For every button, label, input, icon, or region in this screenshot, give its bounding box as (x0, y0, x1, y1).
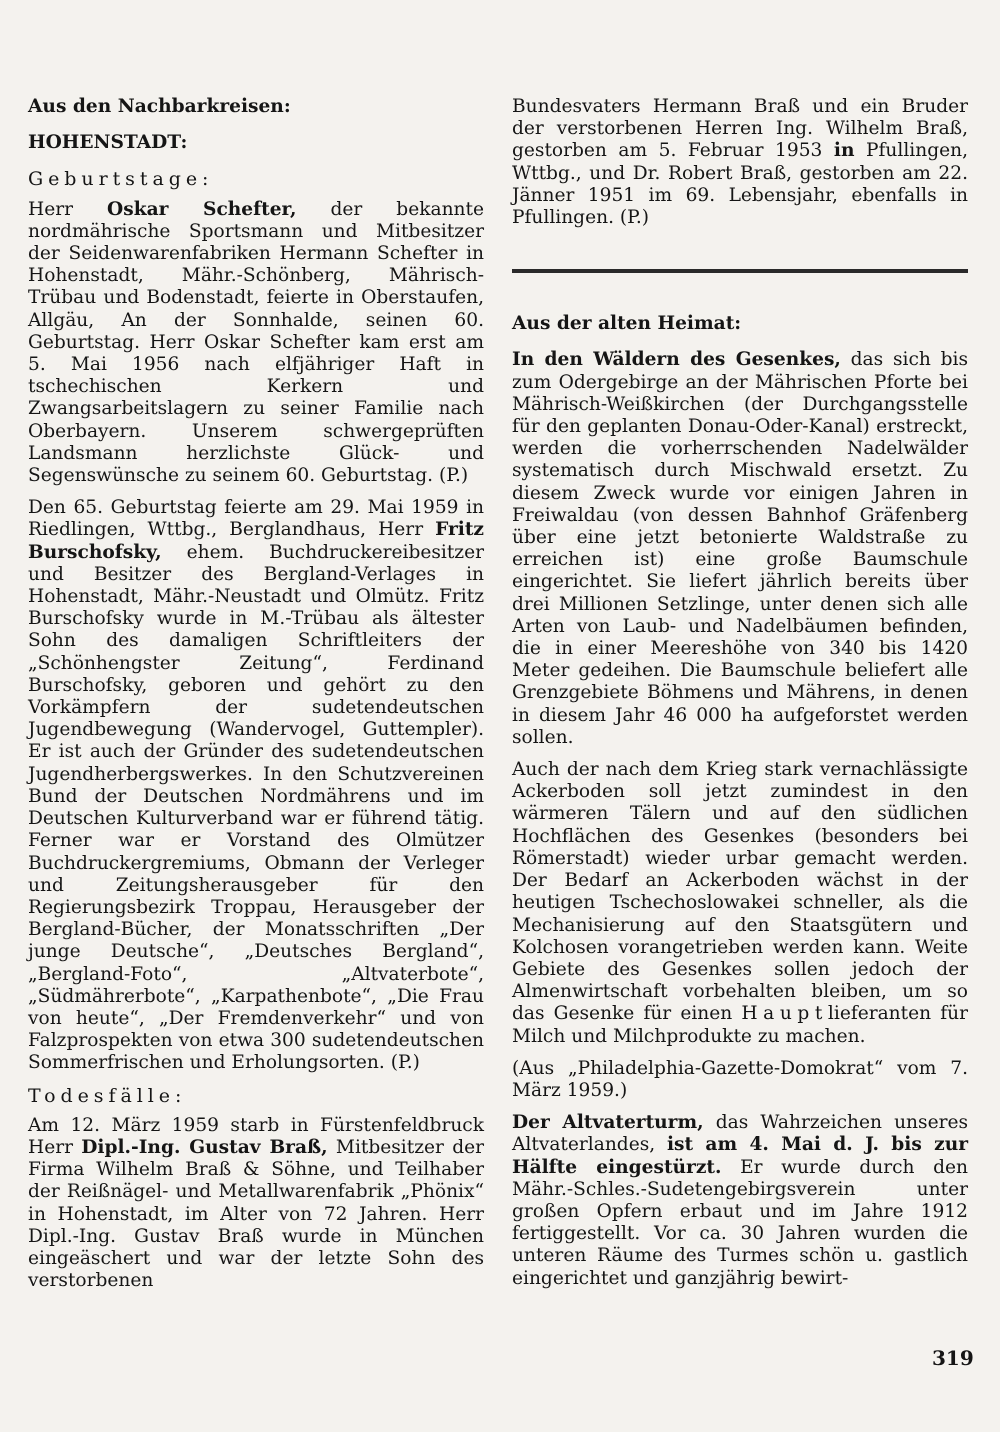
farmland-spaced-word: Haupt (741, 1003, 828, 1025)
section-heading: Aus der alten Heimat: (512, 313, 742, 335)
gesenke-forest-paragraph (512, 349, 968, 749)
town-heading: HOHENSTADT: (28, 132, 188, 154)
gesenke-text: das sich bis zum Odergebirge an der Mährischen Pforte bei Mährisch-Weißkirchen (der Durchgangsstelle für den geplanten Donau-Oder-Kanal) erstreckt, werden die vorherrschenden Nadelwälder systematisch durch Mischwald ersetzt. Zu diesem Zweck wurde vor einigen Jahren in Freiwaldau (von dessen Bahnhof Gräfenberg über eine jetzt betonierte Waldstraße zu erreichen ist) eine große Baumschule eingerichtet. Sie liefert jährlich bereits über drei Millionen Setzlinge, unter denen sich alle Arten von Laub- und Nadelbäumen befinden, die in einer Meereshöhe von 340 bis 1420 Meter gedeihen. Die Baumschule beliefert alle Grenzgebiete Böhmens und Mährens, in denen in diesem Jahr 46 000 ha aufgeforstet werden sollen. (512, 349, 968, 748)
burschofsky-name: Fritz Burschofsky, (28, 519, 484, 563)
altvaterturm-lead: Der Altvaterturm, (512, 1112, 704, 1134)
brass-continuation (512, 96, 968, 229)
section-divider (512, 269, 968, 273)
burschofsky-before: Den 65. Geburtstag feierte am 29. Mai 1959 in Riedlingen, Wttbg., Berglandhaus, Herr (28, 497, 484, 541)
farmland-before: Auch der nach dem Krieg stark vernachlässigte Ackerboden soll jetzt zumindest in den wärmeren Tälern und auf den südlichen Hochflächen des Gesenkes (besonders bei Römerstadt) wieder urbar gemacht werden. Der Bedarf an Ackerboden wächst in der heutigen Tschechoslowakei schneller, als die Mechanisierung auf den Staatsgütern und Kolchosen vorangetrieben werden kann. Weite Gebiete des Gesenkes sollen jedoch der Almenwirtschaft vorbehalten bleiben, um so das Gesenke für einen (512, 759, 968, 1025)
region-heading: Aus den Nachbarkreisen: (28, 96, 291, 117)
continuation-before: Bundesvaters Hermann Braß und ein Bruder der verstorbenen Herren Ing. Wilhelm Braß, gestorben am 5. Februar 1953 (512, 96, 968, 162)
farmland-after: lieferanten für Milch und Milchprodukte zu machen. (512, 1003, 968, 1047)
continuation-bold-word: in (833, 140, 855, 162)
brass-text: Mitbesitzer der Firma Wilhelm Braß & Söhne, und Teilhaber der Reißnägel- und Metallwarenfabrik „Phönix“ in Hohenstadt, im Alter von 72 Jahren. Herr Dipl.-Ing. Gustav Braß wurde in München eingeäschert und war der letzte Sohn des verstorbenen (28, 1136, 484, 1292)
schefter-name: Oskar Schefter, (107, 198, 297, 220)
altvaterturm-mid: das Wahrzeichen unseres Altvaterlandes, (512, 1112, 969, 1156)
left-column (28, 96, 484, 1302)
altvaterturm-bold: ist am 4. Mai d. J. bis zur Hälfte eingestürzt. (512, 1134, 969, 1178)
schefter-before: Herr (28, 198, 108, 220)
deaths-heading: Todesfälle: (28, 1084, 187, 1107)
brass-name: Dipl.-Ing. Gustav Braß, (81, 1136, 328, 1158)
burschofsky-text: ehem. Buchdruckereibesitzer und Besitzer des Bergland-Verlages in Hohenstadt, Mähr.-Neustadt und Olmütz. Fritz Burschofsky wurde in M.-Trübau als ältester Sohn des damaligen Schriftleiters der „Schönhengster Zeitung“, Ferdinand Burschofsky, geboren und gehört zu den Vorkämpfern der sudetendeutschen Jugendbewegung (Wandervogel, Guttempler). Er ist auch der Gründer des sudetendeutschen Jugendherbergswerkes. In den Schutzvereinen Bund der Deutschen Nordmährens und im Deutschen Kulturverband war er führend tätig. Ferner war er Vorstand des Olmützer Buchdruckergremiums, Obmann der Verleger und Zeitungsherausgeber für den Regierungsbezirk Troppau, Herausgeber der Bergland-Bücher, der Monatsschriften „Der junge Deutsche“, „Deutsches Bergland“, „Bergland-Foto“, „Altvaterbote“, „Südmährerbote“, „Karpathenbote“, „Die Frau von heute“, „Der Fremdenverkehr“ und von Falzprospekten von etwa 300 sudetendeutschen Sommerfrischen und Erholungsorten. (P.) (28, 541, 484, 1074)
altvaterturm-paragraph (512, 1112, 968, 1290)
source-citation: (Aus „Philadelphia-Gazette-Domokrat“ vom 7. März 1959.) (512, 1057, 968, 1101)
altvaterturm-text: Er wurde durch den Mähr.-Schles.-Sudetengebirgsverein unter großen Opfern erbaut und im Jahre 1912 fertiggestellt. Vor ca. 30 Jahren wurden die unteren Räume des Turmes schön u. gastlich eingerichtet und ganzjährig bewirt- (512, 1156, 968, 1289)
brass-paragraph (28, 1115, 484, 1293)
gesenke-lead: In den Wäldern des Gesenkes, (512, 349, 841, 371)
burschofsky-paragraph (28, 497, 484, 1074)
brass-before: Am 12. März 1959 starb in Fürstenfeldbruck Herr (28, 1114, 484, 1158)
schefter-text: der bekannte nordmährische Sportsmann und Mitbesitzer der Seidenwarenfabriken Hermann Schefter in Hohenstadt, Mähr.-Schönberg, Mährisch-Trübau und Bodenstadt, feierte in Oberstaufen, Allgäu, An der Sonnhalde, seinen 60. Geburtstag. Herr Oskar Schefter kam erst am 5. Mai 1956 nach elfjähriger Haft in tschechischen Kerkern und Zwangsarbeitslagern zu seiner Familie nach Oberbayern. Unserem schwergeprüften Landsmann herzlichste Glück- und Segenswünsche zu seinem 60. Geburtstag. (P.) (28, 198, 484, 487)
page-number: 319 (932, 1346, 974, 1370)
birthdays-heading: Geburtstage: (28, 168, 214, 191)
right-column (512, 96, 968, 1300)
continuation-after: Pfullingen, Wttbg., und Dr. Robert Braß, gestorben am 22. Jänner 1951 im 69. Lebensjahr, ebenfalls in Pfullingen. (P.) (512, 140, 968, 229)
farmland-paragraph (512, 759, 968, 1048)
schefter-paragraph (28, 199, 484, 488)
